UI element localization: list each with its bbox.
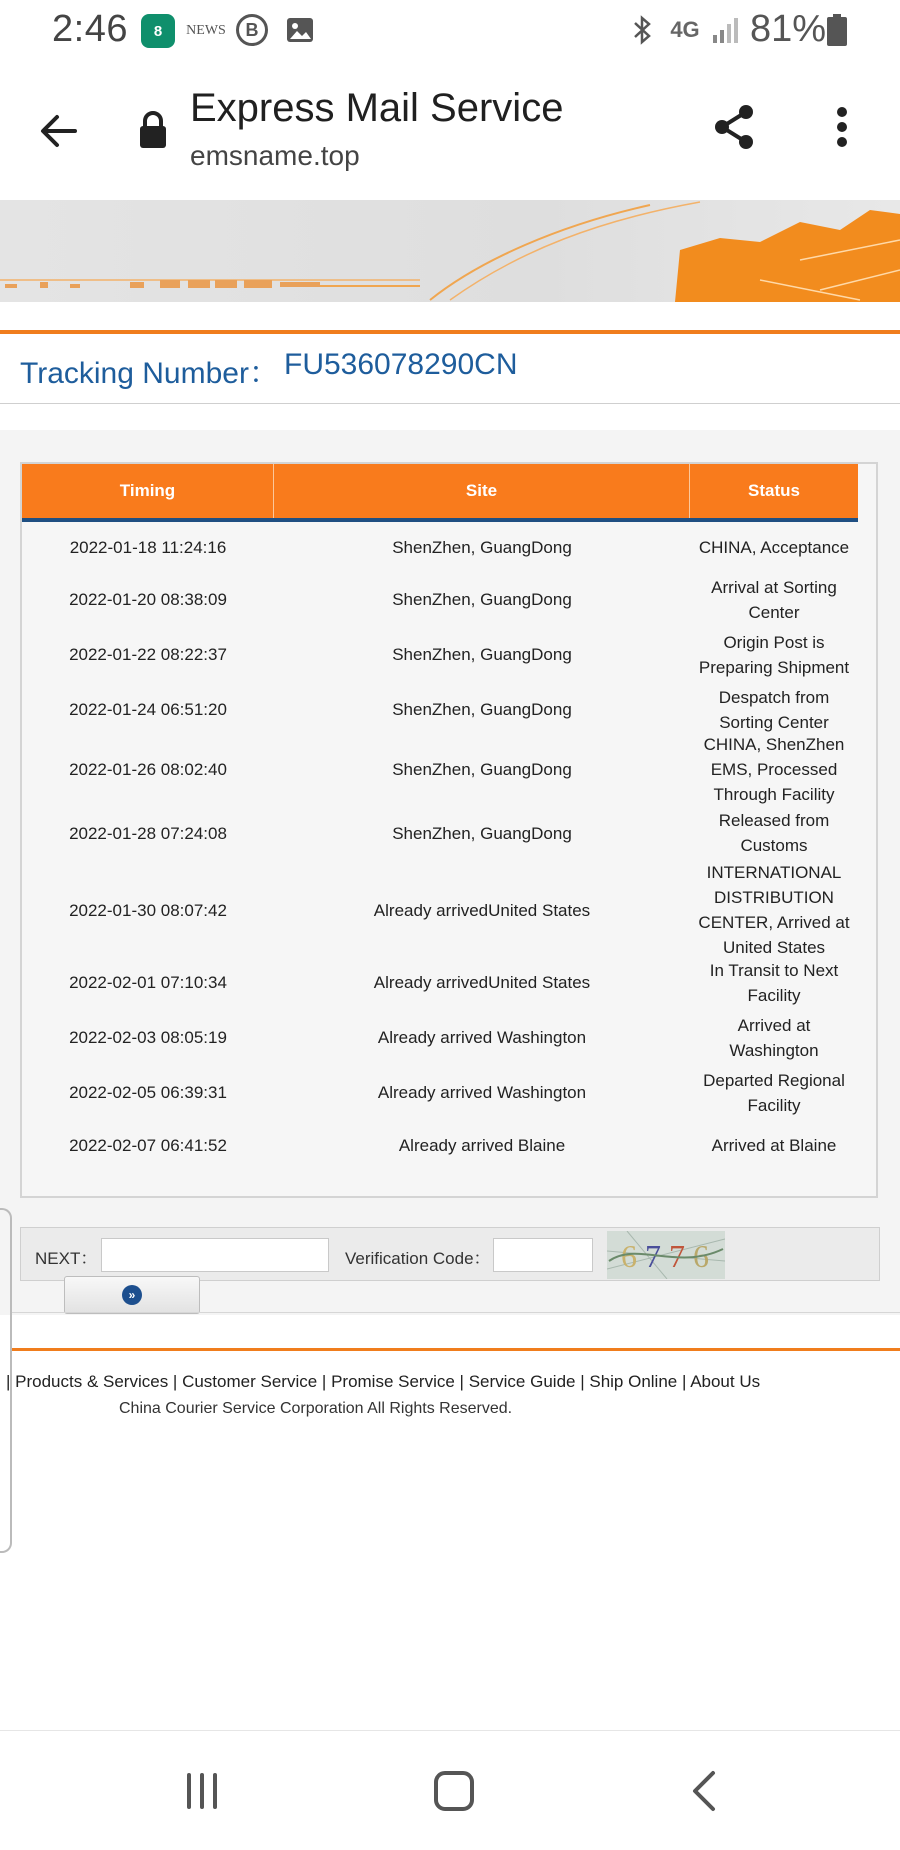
footer-link-ship-online[interactable]: Ship Online [589, 1372, 678, 1391]
table-row [22, 865, 858, 955]
cell-timing: 2022-01-24 06:51:20 [69, 700, 227, 719]
news-notification-icon: NEWS [186, 22, 226, 38]
cell-site: Already arrived Blaine [398, 1135, 566, 1155]
network-type-icon: 4G [670, 17, 700, 42]
cell-status: Arrival at Sorting Center [711, 577, 837, 622]
more-vert-icon [835, 105, 849, 149]
footer-link-promise-service[interactable]: Promise Service [331, 1372, 455, 1391]
site-banner [0, 200, 900, 302]
cell-status: Arrived at Washington [729, 1015, 819, 1060]
b-notification-icon: B [236, 14, 268, 46]
captcha-image[interactable] [607, 1231, 725, 1279]
cell-status: Released from Customs [718, 811, 830, 855]
cell-status: Despatch from Sorting Center [718, 687, 830, 732]
cell-status: Origin Post is Preparing Shipment [698, 632, 850, 677]
cell-status: CHINA, ShenZhen EMS, Processed Through Facility [703, 734, 845, 804]
bluetooth-icon [628, 14, 658, 46]
signal-icon [710, 14, 742, 46]
system-nav-bar [0, 1730, 900, 1850]
share-button[interactable] [708, 100, 762, 154]
table-row [22, 801, 858, 865]
column-header-status: Status [748, 481, 800, 500]
lock-icon[interactable] [138, 110, 168, 150]
cell-site: Already arrivedUnited States [373, 900, 591, 920]
cell-site: ShenZhen, GuangDong [392, 823, 572, 843]
recent-apps-button[interactable] [178, 1767, 226, 1815]
battery-percent: 81% [750, 8, 827, 50]
verification-code-input[interactable] [493, 1238, 593, 1272]
next-label: NEXT： [35, 1249, 98, 1268]
cell-timing: 2022-02-05 06:39:31 [69, 1083, 227, 1102]
footer-link-about-us[interactable]: About Us [690, 1372, 761, 1391]
double-chevron-right-icon: » [122, 1285, 142, 1305]
cell-timing: 2022-01-28 07:24:08 [69, 823, 227, 843]
table-row [22, 682, 858, 737]
back-button[interactable] [32, 104, 86, 158]
table-row [22, 1010, 858, 1065]
table-row [22, 627, 858, 682]
svg-text:7: 7 [645, 1238, 661, 1274]
cell-status: INTERNATIONAL DISTRIBUTION CENTER, Arrived at United States [698, 863, 850, 957]
cell-timing: 2022-02-01 07:10:34 [69, 973, 227, 992]
cell-site: ShenZhen, GuangDong [392, 645, 572, 664]
footer-divider [12, 1348, 900, 1351]
battery-icon [826, 14, 848, 46]
tracking-label: Tracking Number： [20, 357, 279, 390]
footer-links: | Products & Services | Customer Service | Promise Service | Service Guide | Ship Online | About Us [6, 1372, 761, 1391]
page-url[interactable]: emsname.top [190, 140, 360, 171]
chevron-left-icon [689, 1770, 719, 1812]
system-back-button[interactable] [680, 1767, 728, 1815]
arrow-left-icon [37, 109, 81, 153]
table-row [22, 1120, 858, 1170]
svg-text:6: 6 [693, 1238, 709, 1274]
table-row [22, 522, 858, 572]
more-options-button[interactable] [820, 100, 864, 154]
table-row [22, 1065, 858, 1120]
cell-status: Departed Regional Facility [703, 1070, 845, 1115]
share-icon [710, 102, 760, 152]
submit-button[interactable] [64, 1276, 200, 1314]
table-row [22, 572, 858, 627]
cell-timing: 2022-01-26 08:02:40 [69, 759, 227, 779]
column-header-timing: Timing [22, 464, 274, 518]
browser-toolbar [0, 62, 900, 200]
cell-site: Already arrivedUnited States [373, 973, 591, 992]
footer-link-customer-service[interactable]: Customer Service [182, 1372, 318, 1391]
cell-timing: 2022-02-03 08:05:19 [69, 1028, 227, 1047]
footer-link-products[interactable]: Products & Services [15, 1372, 169, 1391]
image-notification-icon [284, 14, 316, 46]
column-header-site: Site [274, 464, 690, 518]
cell-site: Already arrived Washington [377, 1083, 587, 1102]
cell-site: ShenZhen, GuangDong [392, 759, 572, 779]
cell-timing: 2022-01-30 08:07:42 [69, 900, 227, 920]
svg-text:7: 7 [669, 1238, 685, 1274]
cell-status: CHINA, Acceptance [698, 537, 850, 557]
table-row [22, 734, 858, 804]
cell-status: In Transit to Next Facility [709, 960, 839, 1005]
divider [12, 1312, 900, 1313]
tracking-header [0, 334, 900, 404]
svg-text:6: 6 [621, 1238, 637, 1274]
table-row [22, 955, 858, 1010]
cell-timing: 2022-01-18 11:24:16 [69, 537, 227, 557]
next-form [20, 1227, 880, 1281]
calendar-notification-icon: 8 [141, 14, 175, 48]
home-icon [433, 1770, 475, 1812]
status-time: 2:46 [52, 8, 128, 50]
verification-label: Verification Code： [345, 1249, 491, 1268]
status-bar [0, 0, 900, 62]
cell-timing: 2022-02-07 06:41:52 [69, 1135, 227, 1155]
footer-copyright: China Courier Service Corporation All Rights Reserved. [119, 1400, 513, 1417]
cell-site: ShenZhen, GuangDong [392, 590, 572, 609]
cell-status: Arrived at Blaine [711, 1135, 837, 1155]
home-button[interactable] [430, 1767, 478, 1815]
cell-site: Already arrived Washington [377, 1028, 587, 1047]
tracking-number: FU536078290CN [284, 348, 518, 381]
footer-link-service-guide[interactable]: Service Guide [468, 1372, 576, 1391]
cell-site: ShenZhen, GuangDong [392, 537, 572, 557]
tracking-table [20, 462, 878, 1198]
table-header [22, 464, 858, 522]
next-input[interactable] [101, 1238, 329, 1272]
page-title: Express Mail Service [190, 86, 564, 130]
cell-site: ShenZhen, GuangDong [392, 700, 572, 719]
recent-apps-icon [182, 1771, 222, 1811]
cell-timing: 2022-01-22 08:22:37 [69, 645, 227, 664]
cell-timing: 2022-01-20 08:38:09 [69, 590, 227, 609]
